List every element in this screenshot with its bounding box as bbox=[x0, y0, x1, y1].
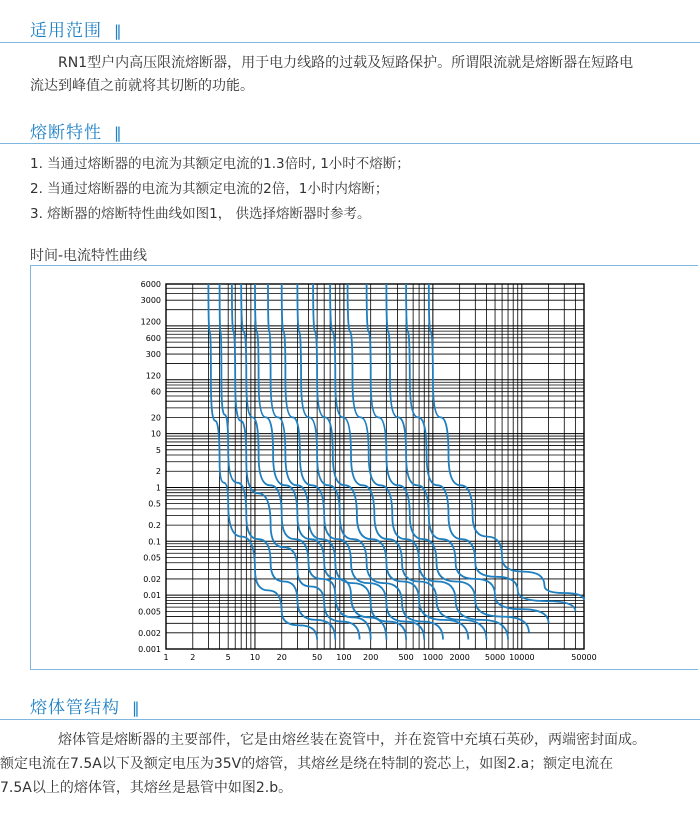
section-divider bbox=[0, 143, 700, 144]
x-tick-label: 2 bbox=[190, 653, 196, 662]
y-tick-label: 0.001 bbox=[138, 645, 161, 654]
section-title: 适用范围 bbox=[30, 21, 102, 41]
y-tick-label: 0.005 bbox=[138, 607, 161, 617]
section-heading-fuse-tube bbox=[30, 693, 141, 718]
y-tick-label: 0.01 bbox=[143, 591, 161, 601]
y-tick-label: 6000 bbox=[140, 280, 161, 289]
section-title: 熔断特性 bbox=[30, 123, 102, 143]
x-tick-label: 100 bbox=[336, 653, 352, 662]
scope-paragraph-line: RN1型户内高压限流熔断器，用于电力线路的过载及短路保护。所谓限流就是熔断器在短路电 bbox=[58, 55, 634, 71]
x-tick-label: 10000 bbox=[509, 653, 535, 662]
chart-title: 时间-电流特性曲线 bbox=[30, 248, 148, 264]
tube-paragraph-line: 熔体管是熔断器的主要部件，它是由熔丝装在瓷管中，并在瓷管中充填石英砂，两端密封面成。 bbox=[58, 732, 646, 748]
x-tick-label: 1000 bbox=[422, 653, 444, 662]
section-heading-scope bbox=[30, 16, 123, 41]
y-tick-label: 1200 bbox=[140, 317, 161, 327]
x-tick-label: 1 bbox=[163, 653, 169, 662]
x-tick-label: 200 bbox=[363, 653, 379, 662]
y-tick-label: 5 bbox=[155, 445, 161, 455]
section-divider bbox=[0, 42, 700, 43]
list-item: 2. 当通过熔断器的电流为其额定电流的2倍，1小时内熔断； bbox=[30, 181, 389, 197]
y-tick-label: 0.05 bbox=[143, 553, 161, 563]
list-item: 3. 熔断器的熔断特性曲线如图1， 供选择熔断器时参考。 bbox=[30, 206, 371, 222]
y-tick-label: 0.2 bbox=[148, 521, 161, 531]
y-tick-label: 1 bbox=[155, 483, 161, 493]
y-tick-label: 0.002 bbox=[138, 628, 161, 638]
x-tick-label: 50 bbox=[312, 653, 323, 662]
y-tick-label: 2 bbox=[155, 467, 161, 477]
y-tick-label: 20 bbox=[150, 413, 161, 423]
x-tick-label: 50000 bbox=[571, 653, 597, 662]
y-tick-label: 300 bbox=[145, 350, 161, 360]
x-tick-label: 2000 bbox=[449, 653, 470, 662]
y-tick-label: 600 bbox=[145, 333, 161, 343]
section-title: 熔体管结构 bbox=[30, 698, 120, 718]
x-tick-label: 5000 bbox=[484, 653, 506, 662]
y-tick-label: 120 bbox=[145, 371, 161, 381]
x-tick-label: 5 bbox=[225, 653, 231, 662]
time-current-curve-chart bbox=[31, 266, 699, 671]
y-tick-label: 0.5 bbox=[148, 499, 161, 509]
list-item: 1. 当通过熔断器的电流为其额定电流的1.3倍时, 1小时不熔断； bbox=[30, 156, 410, 172]
y-tick-label: 3000 bbox=[140, 296, 161, 306]
section-divider bbox=[0, 719, 700, 720]
section-heading-fuse-characteristics bbox=[30, 118, 123, 143]
heading-bars-icon: ‖ bbox=[114, 22, 123, 40]
scope-paragraph-line: 流达到峰值之前就将其切断的功能。 bbox=[30, 78, 254, 94]
y-tick-label: 10 bbox=[150, 429, 161, 439]
heading-bars-icon: ‖ bbox=[132, 699, 141, 717]
y-tick-label: 0.02 bbox=[143, 574, 161, 584]
x-tick-label: 20 bbox=[276, 653, 287, 662]
y-tick-label: 0.1 bbox=[148, 537, 161, 547]
x-tick-label: 10 bbox=[249, 653, 261, 662]
x-tick-label: 500 bbox=[398, 653, 414, 662]
tube-paragraph-line: 额定电流在7.5A以下及额定电压为35V的熔管，其熔丝是绕在特制的瓷芯上，如图2.a；额定电流在 bbox=[0, 756, 614, 772]
heading-bars-icon: ‖ bbox=[114, 124, 123, 142]
tube-paragraph-line: 7.5A以上的熔体管，其熔丝是悬管中如图2.b。 bbox=[0, 780, 293, 796]
chart-frame bbox=[30, 265, 698, 670]
y-tick-label: 60 bbox=[150, 387, 161, 397]
